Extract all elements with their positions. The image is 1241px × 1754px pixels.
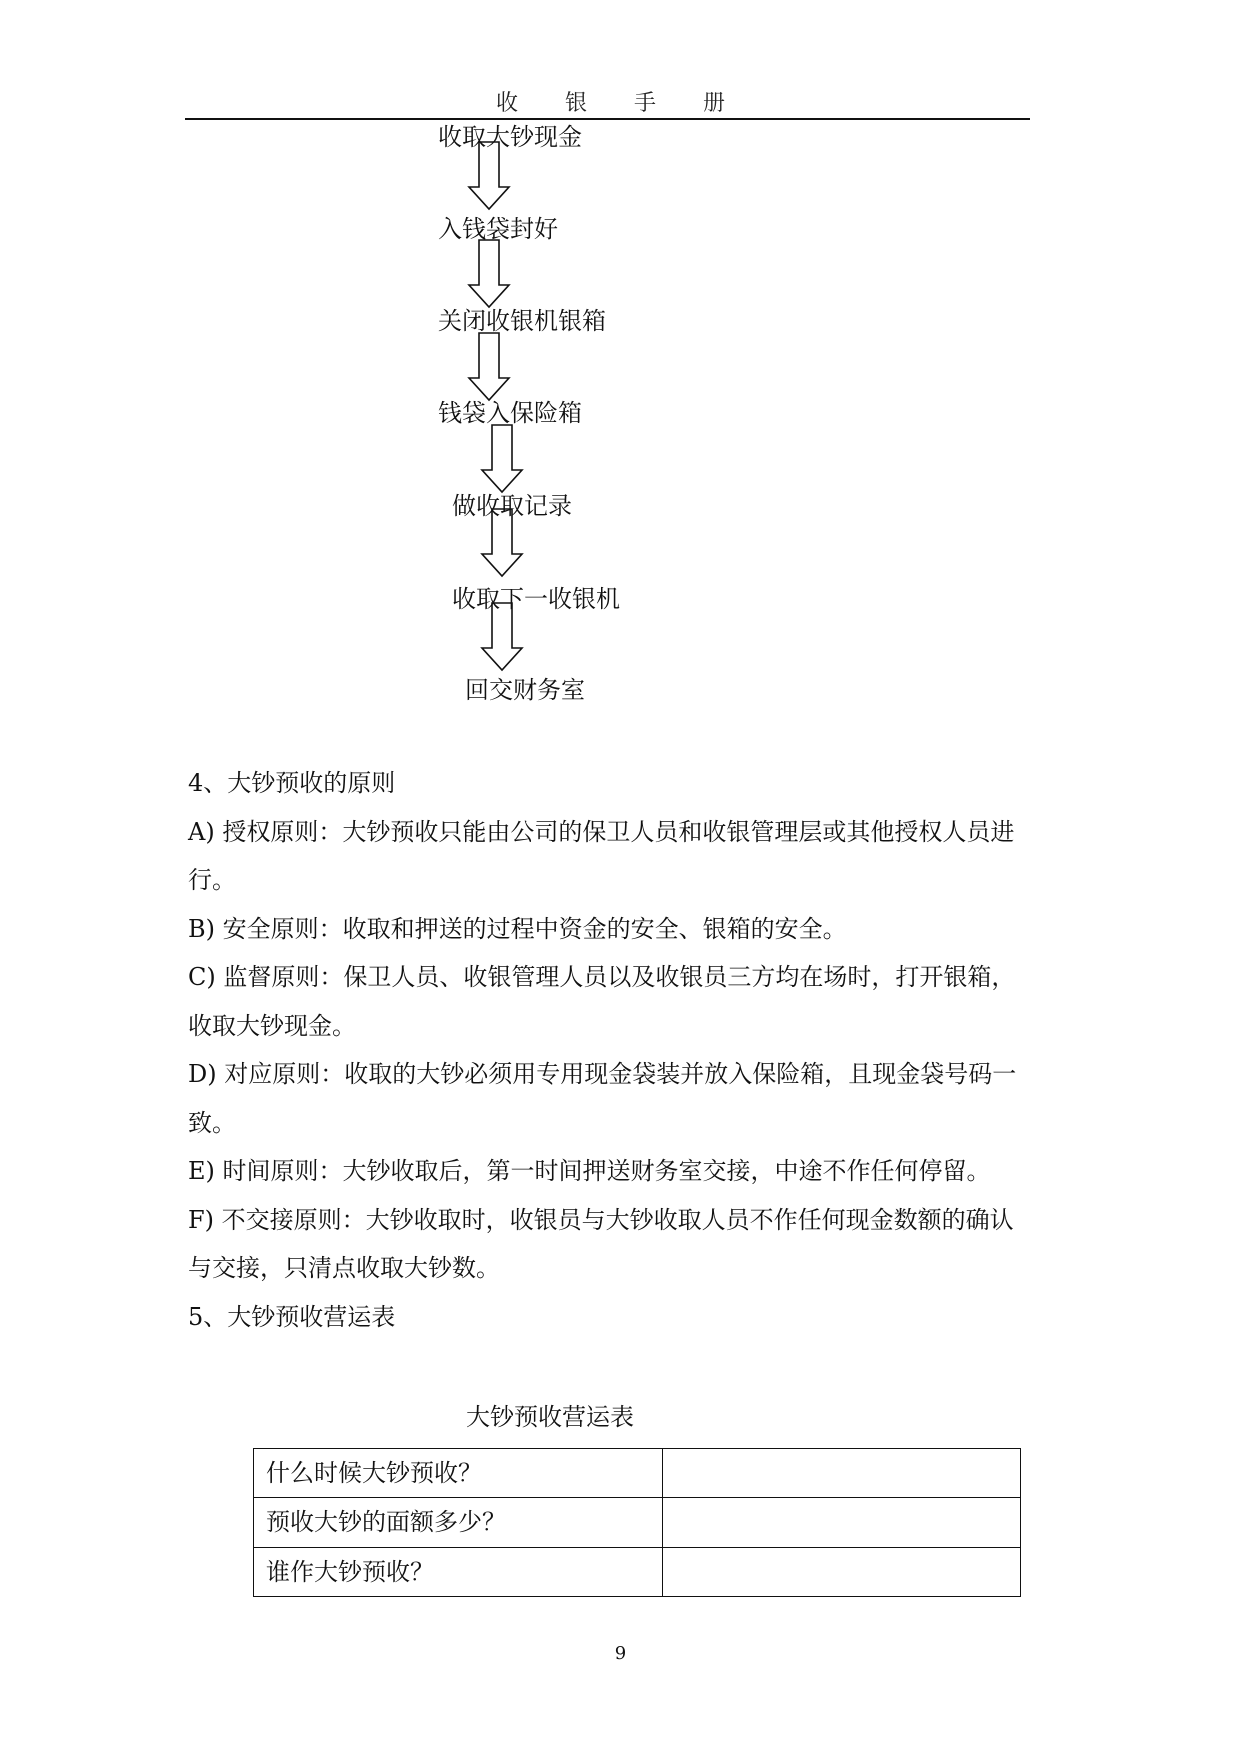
flow-step-close-drawer: 关闭收银机银箱 [438, 307, 606, 335]
table-cell-answer [663, 1498, 1021, 1547]
operations-table [253, 1448, 1021, 1597]
principle-c-cont: 收取大钞现金。 [188, 1012, 356, 1040]
flow-step-next-register: 收取下一收银机 [452, 585, 620, 613]
flow-arrow-2 [467, 239, 511, 309]
table-cell-question: 谁作大钞预收？ [254, 1547, 663, 1596]
table-row [254, 1498, 1021, 1547]
principle-c: C) 监督原则：保卫人员、收银管理人员以及收银员三方均在场时，打开银箱， [188, 963, 1016, 991]
principle-f: F) 不交接原则：大钞收取时，收银员与大钞收取人员不作任何现金数额的确认 [188, 1206, 1014, 1234]
section-heading-5: 5、大钞预收营运表 [188, 1303, 396, 1331]
principle-d: D) 对应原则：收取的大钞必须用专用现金袋装并放入保险箱，且现金袋号码一 [188, 1060, 1017, 1088]
table-row [254, 1449, 1021, 1498]
running-header: 收 银 手 册 [496, 91, 745, 116]
table-cell-question: 预收大钞的面额多少？ [254, 1498, 663, 1547]
flow-step-seal-bag: 入钱袋封好 [438, 215, 558, 243]
principle-a: A) 授权原则：大钞预收只能由公司的保卫人员和收银管理层或其他授权人员进 [188, 818, 1015, 846]
flow-step-bag-to-safe: 钱袋入保险箱 [438, 399, 582, 427]
table-cell-question: 什么时候大钞预收？ [254, 1449, 663, 1498]
table-caption: 大钞预收营运表 [466, 1403, 634, 1431]
page-number: 9 [614, 1643, 627, 1664]
flow-step-record: 做收取记录 [452, 492, 572, 520]
principle-b: B) 安全原则：收取和押送的过程中资金的安全、银箱的安全。 [188, 915, 847, 943]
table-cell-answer [663, 1449, 1021, 1498]
flow-arrow-4 [480, 424, 524, 494]
principle-e: E) 时间原则：大钞收取后，第一时间押送财务室交接，中途不作任何停留。 [188, 1157, 991, 1185]
table-cell-answer [663, 1547, 1021, 1596]
table-row [254, 1547, 1021, 1596]
principle-f-cont: 与交接，只清点收取大钞数。 [188, 1254, 500, 1282]
principle-d-cont: 致。 [188, 1109, 236, 1137]
header-divider [185, 118, 1030, 120]
flow-step-return-finance: 回交财务室 [465, 676, 585, 704]
section-heading-4: 4、大钞预收的原则 [188, 769, 396, 797]
flow-step-collect-cash: 收取大钞现金 [438, 123, 582, 151]
flow-arrow-3 [467, 332, 511, 402]
principle-a-cont: 行。 [188, 866, 236, 894]
